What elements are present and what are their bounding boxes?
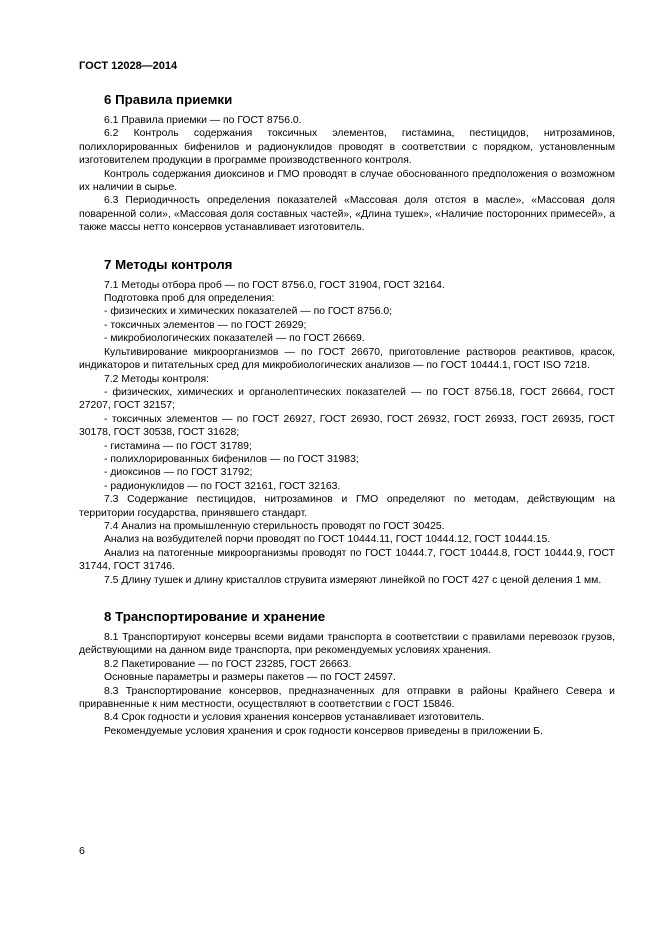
list-item: - гистамина — по ГОСТ 31789; (104, 440, 252, 452)
paragraph: Анализ на патогенные микроорганизмы проводят по ГОСТ 10444.7, ГОСТ 10444.8, ГОСТ 10444.9, ГОСТ 31744, ГОСТ 31746. (79, 547, 615, 573)
paragraph: 6.2 Контроль содержания токсичных элементов, гистамина, пестицидов, нитрозаминов, полихлорированных бифенилов и радионуклидов проводят в соответствии с порядком, установленным изготовителем продукции в программе производственного контроля. (79, 128, 615, 167)
paragraph: Подготовка проб для определения: (104, 293, 275, 305)
paragraph: 7.3 Содержание пестицидов, нитрозаминов и ГМО определяют по методам, действующим на территории государства, принявшего стандарт. (79, 494, 615, 519)
paragraph: 7.5 Длину тушек и длину кристаллов струвита измеряют линейкой по ГОСТ 427 с ценой деления 1 мм. (104, 574, 602, 586)
document-code: ГОСТ 12028—2014 (79, 60, 178, 72)
paragraph: Анализ на возбудителей порчи проводят по ГОСТ 10444.11, ГОСТ 10444.12, ГОСТ 10444.15. (104, 534, 551, 546)
list-item: - полихлорированных бифенилов — по ГОСТ 31983; (104, 453, 359, 465)
paragraph: Рекомендуемые условия хранения и срок годности консервов приведены в приложении Б. (104, 725, 543, 737)
paragraph: Контроль содержания диоксинов и ГМО проводят в случае обоснованного предположения о возможном их наличии в сырье. (79, 168, 615, 194)
list-item: - токсичных элементов — по ГОСТ 26929; (104, 319, 307, 331)
list-item: - диоксинов — по ГОСТ 31792; (104, 467, 253, 479)
paragraph: 8.1 Транспортируют консервы всеми видами транспорта в соответствии с правилами перевозок грузов, действующими на данном виде транспорта, при рекомендуемых условиях хранения. (79, 632, 615, 657)
section-6 (79, 92, 615, 235)
list-item: - физических, химических и органолептических показателей — по ГОСТ 8756.18, ГОСТ 26664, ГОСТ 27207, ГОСТ 32157; (79, 386, 615, 412)
section-title: 8 Транспортирование и хранение (104, 609, 326, 624)
section-title: 6 Правила приемки (104, 92, 233, 107)
paragraph: 7.2 Методы контроля: (104, 373, 209, 385)
paragraph: 8.4 Срок годности и условия хранения консервов устанавливает изготовитель. (104, 712, 485, 724)
paragraph: 6.1 Правила приемки — по ГОСТ 8756.0. (104, 115, 302, 126)
paragraph: 8.3 Транспортирование консервов, предназначенных для отправки в районы Крайнего Севера и приравненные к ним местности, осуществляют в соответствии с ГОСТ 15846. (79, 685, 615, 711)
list-item: - токсичных элементов — по ГОСТ 26927, ГОСТ 26930, ГОСТ 26932, ГОСТ 26933, ГОСТ 26935, ГОСТ 30178, ГОСТ 30538, ГОСТ 31628; (79, 413, 615, 439)
paragraph: Культивирование микроорганизмов — по ГОСТ 26670, приготовление растворов реактивов, красок, индикаторов и питательных сред для микробиологических анализов — по ГОСТ 10444.1, ГОСТ ISO 7218. (79, 346, 615, 372)
section-8 (79, 609, 615, 738)
document-body (79, 92, 615, 760)
paragraph: Основные параметры и размеры пакетов — по ГОСТ 24597. (104, 672, 396, 684)
paragraph: 8.2 Пакетирование — по ГОСТ 23285, ГОСТ 26663. (104, 658, 352, 670)
page-number: 6 (79, 845, 85, 857)
list-item: - физических и химических показателей — по ГОСТ 8756.0; (104, 306, 393, 318)
list-item: - микробиологических показателей — по ГОСТ 26669. (104, 333, 365, 345)
list-item: - радионуклидов — по ГОСТ 32161, ГОСТ 32163. (104, 480, 341, 492)
paragraph: 7.4 Анализ на промышленную стерильность проводят по ГОСТ 30425. (104, 520, 445, 532)
section-title: 7 Методы контроля (104, 256, 233, 272)
section-7 (79, 257, 615, 587)
paragraph: 6.3 Периодичность определения показателей «Массовая доля отстоя в масле», «Массовая доля поваренной соли», «Массовая доля составных частей», «Длина тушек», «Наличие посторонних примесей», а также массы нетто консервов устанавливает изготовитель. (79, 195, 615, 234)
paragraph: 7.1 Методы отбора проб — по ГОСТ 8756.0, ГОСТ 31904, ГОСТ 32164. (104, 279, 445, 291)
